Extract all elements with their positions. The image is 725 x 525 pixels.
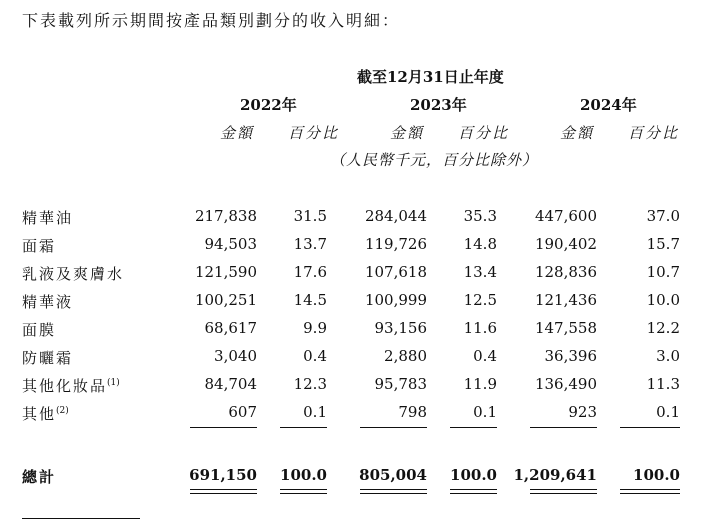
row-label-text: 乳液及爽膚水 xyxy=(22,265,125,283)
cell-2023-amount: 2,880 xyxy=(384,347,427,365)
row-label xyxy=(22,235,56,256)
cell-2022-amount: 217,838 xyxy=(194,207,257,225)
cell-2022-percent: 17.6 xyxy=(293,263,327,281)
row-label-text: 防曬霜 xyxy=(22,349,74,367)
subtotal-line-2024-amount xyxy=(530,427,597,428)
cell-2023-percent: 0.4 xyxy=(473,347,497,365)
cell-2024-percent: 11.3 xyxy=(646,375,680,393)
cell-2023-amount: 284,044 xyxy=(364,207,427,225)
cell-2023-amount: 107,618 xyxy=(364,263,427,281)
table-row xyxy=(0,235,725,261)
cell-2024-percent: 12.2 xyxy=(646,319,680,337)
total-2023-percent: 100.0 xyxy=(450,466,497,484)
total-double-line-2022-percent xyxy=(280,489,327,494)
row-label xyxy=(22,319,56,340)
table-row xyxy=(0,403,725,429)
cell-2022-amount: 3,040 xyxy=(214,347,257,365)
row-label xyxy=(22,347,73,368)
unit-note: （人民幣千元，百分比除外） xyxy=(330,151,539,169)
period-header: 截至12月31日止年度 xyxy=(357,68,504,86)
year-2022: 2022年 xyxy=(240,96,297,114)
total-label: 總計 xyxy=(22,468,57,486)
row-label xyxy=(22,263,124,284)
cell-2022-amount: 68,617 xyxy=(204,319,257,337)
cell-2023-percent: 35.3 xyxy=(463,207,497,225)
total-2022-percent: 100.0 xyxy=(280,466,327,484)
table-row xyxy=(0,291,725,317)
cell-2022-amount: 94,503 xyxy=(204,235,257,253)
subtotal-line-2022-percent xyxy=(280,427,327,428)
subtotal-line-2022-amount xyxy=(190,427,257,428)
total-double-line-2022-amount xyxy=(190,489,257,494)
cell-2024-percent: 10.0 xyxy=(646,291,680,309)
cell-2023-percent: 14.8 xyxy=(463,235,497,253)
cell-2024-percent: 37.0 xyxy=(646,207,680,225)
row-label-text: 其他化妝品 xyxy=(22,377,108,395)
intro-text: 下表載列所示期間按產品類別劃分的收入明細： xyxy=(22,11,401,30)
row-label-text: 面膜 xyxy=(22,321,57,339)
col-amount-2023: 金額 xyxy=(390,124,425,142)
row-label-text: 面霜 xyxy=(22,237,57,255)
year-2024: 2024年 xyxy=(580,96,637,114)
cell-2024-percent: 15.7 xyxy=(646,235,680,253)
footnote-marker: (2) xyxy=(56,406,69,416)
cell-2024-amount: 128,836 xyxy=(534,263,597,281)
cell-2022-percent: 0.4 xyxy=(303,347,327,365)
cell-2023-amount: 93,156 xyxy=(374,319,427,337)
cell-2022-amount: 121,590 xyxy=(194,263,257,281)
cell-2024-amount: 923 xyxy=(568,403,597,421)
col-percent-2023: 百分比 xyxy=(458,124,510,142)
cell-2023-percent: 11.9 xyxy=(463,375,497,393)
col-percent-2024: 百分比 xyxy=(628,124,680,142)
cell-2024-amount: 147,558 xyxy=(534,319,597,337)
cell-2024-percent: 0.1 xyxy=(656,403,680,421)
footnote-marker: (1) xyxy=(107,378,120,388)
total-double-line-2024-amount xyxy=(530,489,597,494)
total-2024-percent: 100.0 xyxy=(633,466,680,484)
cell-2024-percent: 3.0 xyxy=(656,347,680,365)
cell-2024-amount: 36,396 xyxy=(544,347,597,365)
cell-2024-amount: 190,402 xyxy=(534,235,597,253)
col-amount-2024: 金額 xyxy=(560,124,595,142)
cell-2023-amount: 100,999 xyxy=(364,291,427,309)
row-label xyxy=(22,403,69,424)
cell-2022-amount: 607 xyxy=(228,403,257,421)
cell-2023-amount: 798 xyxy=(398,403,427,421)
total-double-line-2024-percent xyxy=(620,489,680,494)
cell-2023-amount: 119,726 xyxy=(364,235,427,253)
cell-2024-amount: 136,490 xyxy=(534,375,597,393)
cell-2023-percent: 0.1 xyxy=(473,403,497,421)
cell-2024-amount: 121,436 xyxy=(534,291,597,309)
cell-2022-percent: 12.3 xyxy=(293,375,327,393)
table-row xyxy=(0,375,725,401)
cell-2022-percent: 14.5 xyxy=(293,291,327,309)
table-row xyxy=(0,319,725,345)
row-label-text: 其他 xyxy=(22,405,57,423)
row-label xyxy=(22,207,73,228)
total-double-line-2023-amount xyxy=(360,489,427,494)
total-2023-amount: 805,004 xyxy=(359,466,427,484)
row-label-text: 精華油 xyxy=(22,209,74,227)
total-2022-amount: 691,150 xyxy=(189,466,257,484)
cell-2022-percent: 9.9 xyxy=(303,319,327,337)
cell-2022-amount: 100,251 xyxy=(194,291,257,309)
cell-2023-amount: 95,783 xyxy=(374,375,427,393)
cell-2022-amount: 84,704 xyxy=(204,375,257,393)
subtotal-line-2024-percent xyxy=(620,427,680,428)
year-2023: 2023年 xyxy=(410,96,467,114)
table-row xyxy=(0,263,725,289)
cell-2022-percent: 13.7 xyxy=(293,235,327,253)
table-row xyxy=(0,207,725,233)
cell-2023-percent: 12.5 xyxy=(463,291,497,309)
table-row xyxy=(0,347,725,373)
cell-2024-amount: 447,600 xyxy=(534,207,597,225)
subtotal-line-2023-amount xyxy=(360,427,427,428)
cell-2022-percent: 31.5 xyxy=(293,207,327,225)
cell-2023-percent: 11.6 xyxy=(463,319,497,337)
total-2024-amount: 1,209,641 xyxy=(513,466,597,484)
subtotal-line-2023-percent xyxy=(450,427,497,428)
row-label xyxy=(22,291,73,312)
cell-2022-percent: 0.1 xyxy=(303,403,327,421)
col-amount-2022: 金額 xyxy=(220,124,255,142)
row-label-text: 精華液 xyxy=(22,293,74,311)
col-percent-2022: 百分比 xyxy=(288,124,340,142)
total-double-line-2023-percent xyxy=(450,489,497,494)
cell-2023-percent: 13.4 xyxy=(463,263,497,281)
footnote-separator xyxy=(22,518,140,519)
cell-2024-percent: 10.7 xyxy=(646,263,680,281)
row-label xyxy=(22,375,120,396)
